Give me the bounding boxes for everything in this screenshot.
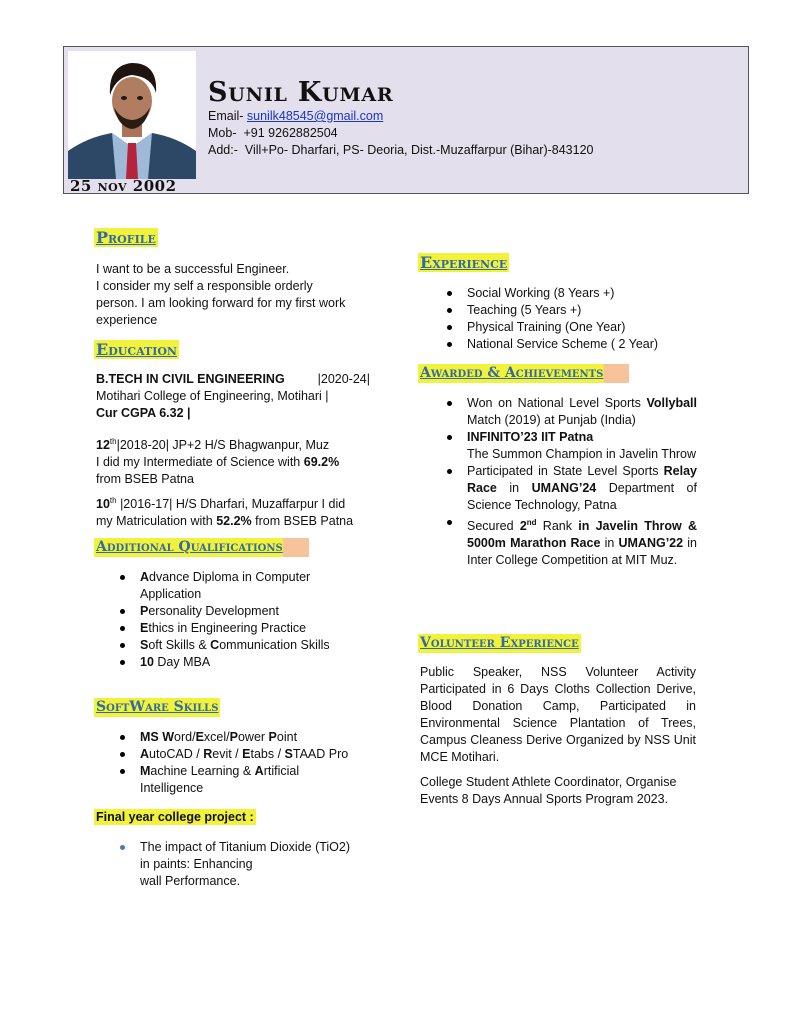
list-item [116,569,346,603]
award-bold: Vollyball [646,396,697,410]
candidate-name: Sunil Kumar [208,77,394,108]
list-item: Teaching (5 Years +) [443,302,703,319]
list-item: Social Working (8 Years +) [443,285,703,302]
profile-line: person. I am looking forward for my first work [96,296,346,310]
tenth-details: |2016-17| H/S Dharfari, Muzaffarpur I did [120,497,346,512]
twelfth-grade: 12 [96,438,110,453]
list-item [443,429,697,463]
profile-photo [68,51,196,179]
skill-part: ord/ [174,730,196,744]
project-line-3: wall Performance. [140,874,241,888]
education-tenth [96,492,374,530]
additional-qualifications-heading: Additional Qualifications [94,538,309,557]
mobile-line [208,126,338,140]
skill-part: TAAD Pro [292,747,349,761]
list-item [116,729,356,746]
award-sup: nd [526,518,537,527]
profile-line: experience [96,313,158,327]
resume-header [63,46,749,194]
tenth-sup: th [109,496,117,505]
award-text: Won on National Level Sports [467,396,647,410]
experience-heading: Experience [420,253,508,272]
initial-letter: 10 [140,655,154,669]
item-text: oft Skills & [148,638,211,652]
profile-line: I consider my self a responsible orderly [96,279,313,293]
award-text: Department of Science Technology, Patna [467,481,697,512]
skill-part: oint [276,730,298,744]
award-bold: UMANG’24 [531,481,597,495]
skill-part: tabs / [250,747,285,761]
skill-part: xcel/ [203,730,230,744]
email-line [208,109,383,123]
list-item: National Service Scheme ( 2 Year) [443,336,703,353]
item-text: thics in Engineering Practice [148,621,307,635]
award-bold: in Javelin Throw & 5000m Marathon Race [467,519,697,551]
item-text: dvance Diploma in Computer Application [140,570,311,601]
initial-letter: S [140,638,149,652]
software-skills-list [116,729,356,797]
award-bold: UMANG’22 [618,536,684,551]
email-link[interactable]: sunilk48545@gmail.com [246,109,384,123]
software-skills-heading: SoftWare Skills [96,699,219,715]
education-heading: Education [96,340,177,359]
list-item [116,654,346,671]
project-list [116,839,376,873]
skill-part: M [140,764,151,778]
skill-part: A [254,764,264,778]
date-of-birth: 25 nov 2002 [70,177,177,195]
volunteer-heading: Volunteer Experience [420,635,579,651]
twelfth-percent: 69.2% [303,455,340,470]
tenth-grade: 10 [96,497,110,512]
btech-cgpa-tail: | [187,406,191,420]
list-item [116,763,356,797]
twelfth-line2: I did my Intermediate of Science with [96,455,301,470]
btech-college: Motihari College of Engineering, Motihari | [96,389,329,403]
profile-text [96,261,356,329]
award-bold: INFINITO’23 IIT Patna [467,430,594,444]
project-line: The impact of Titanium Dioxide (TiO2) [140,840,351,854]
skill-part: E [195,730,204,744]
skill-part: E [242,747,251,761]
award-text: Rank [536,519,579,534]
volunteer-paragraph-1: Public Speaker, NSS Volunteer Activity Participated in 6 Days Cloths Collection Derive, Blood Donation Camp, Participated in Environmental Science Plantation of Trees, Campus Cleaness Derive Organized by NSS Unit MCE Motihari. [420,665,696,764]
award-text: in Inter College Competition at MIT Muz. [467,536,697,568]
awards-heading: Awarded & Achievements [418,364,629,383]
tenth-line2-tail: from BSEB Patna [255,514,354,529]
initial-letter: A [140,570,150,584]
item-text: ommunication Skills [219,638,330,652]
mobile-number: +91 9262882504 [243,126,338,140]
skill-part: A [140,747,150,761]
experience-list [443,285,703,353]
skill-part: ower [237,730,269,744]
tenth-percent: 52.2% [216,514,252,529]
profile-line: I want to be a successful Engineer. [96,262,290,276]
skill-part: P [229,730,238,744]
btech-cgpa: Cur CGPA 6.32 [96,406,184,420]
list-item [443,514,697,569]
list-item [443,463,697,514]
btech-title: B.TECH IN CIVIL ENGINEERING [96,372,285,386]
project-line: in paints: Enhancing [140,857,253,871]
awards-list [443,395,697,569]
award-text: Match (2019) at Punjab (India) [467,413,636,427]
initial-letter: E [140,621,149,635]
address-value: Vill+Po- Dharfari, PS- Deoria, Dist.-Muzaffarpur (Bihar)-843120 [244,143,594,157]
skill-part: rtificial Intelligence [140,764,300,795]
address-label: Add:- [208,143,238,157]
list-item [116,746,356,763]
award-bold: Relay Race [467,464,697,495]
email-label: Email- [208,109,244,123]
award-text: Secured [467,519,520,534]
twelfth-line3: from BSEB Patna [96,472,194,487]
skill-part: utoCAD / [149,747,204,761]
skill-part: achine Learning & [150,764,255,778]
additional-qualifications-list [116,569,346,671]
award-text: in [496,481,532,495]
initial-letter: P [140,604,149,618]
list-item [116,637,346,654]
skill-part: S [284,747,293,761]
skill-part: evit / [212,747,243,761]
skill-part: R [203,747,213,761]
skill-part: MS W [140,730,175,744]
twelfth-sup: th [109,437,117,446]
award-text: in [600,536,619,551]
btech-years: |2020-24| [317,372,370,386]
volunteer-paragraph-2: College Student Athlete Coordinator, Organise Events 8 Days Annual Sports Program 2023. [420,775,677,806]
education-twelfth [96,433,370,488]
project-label: Final year college project : [96,810,254,824]
initial-letter: C [210,638,220,652]
twelfth-details: |2018-20| JP+2 H/S Bhagwanpur, Muz [116,438,330,453]
tenth-line2: my Matriculation with [96,514,213,529]
address-line [208,143,593,157]
education-btech [96,371,370,422]
profile-heading: Profile [96,228,156,247]
award-text: Participated in State Level Sports [467,464,664,478]
award-bold: 2 [519,519,527,534]
list-item [116,839,376,873]
list-item [116,603,346,620]
skill-part: P [268,730,277,744]
award-text: The Summon Champion in Javelin Throw [467,447,697,461]
list-item [443,395,697,429]
list-item [116,620,346,637]
mobile-label: Mob- [208,126,237,140]
item-text: Day MBA [153,655,211,669]
list-item: Physical Training (One Year) [443,319,703,336]
item-text: ersonality Development [148,604,279,618]
